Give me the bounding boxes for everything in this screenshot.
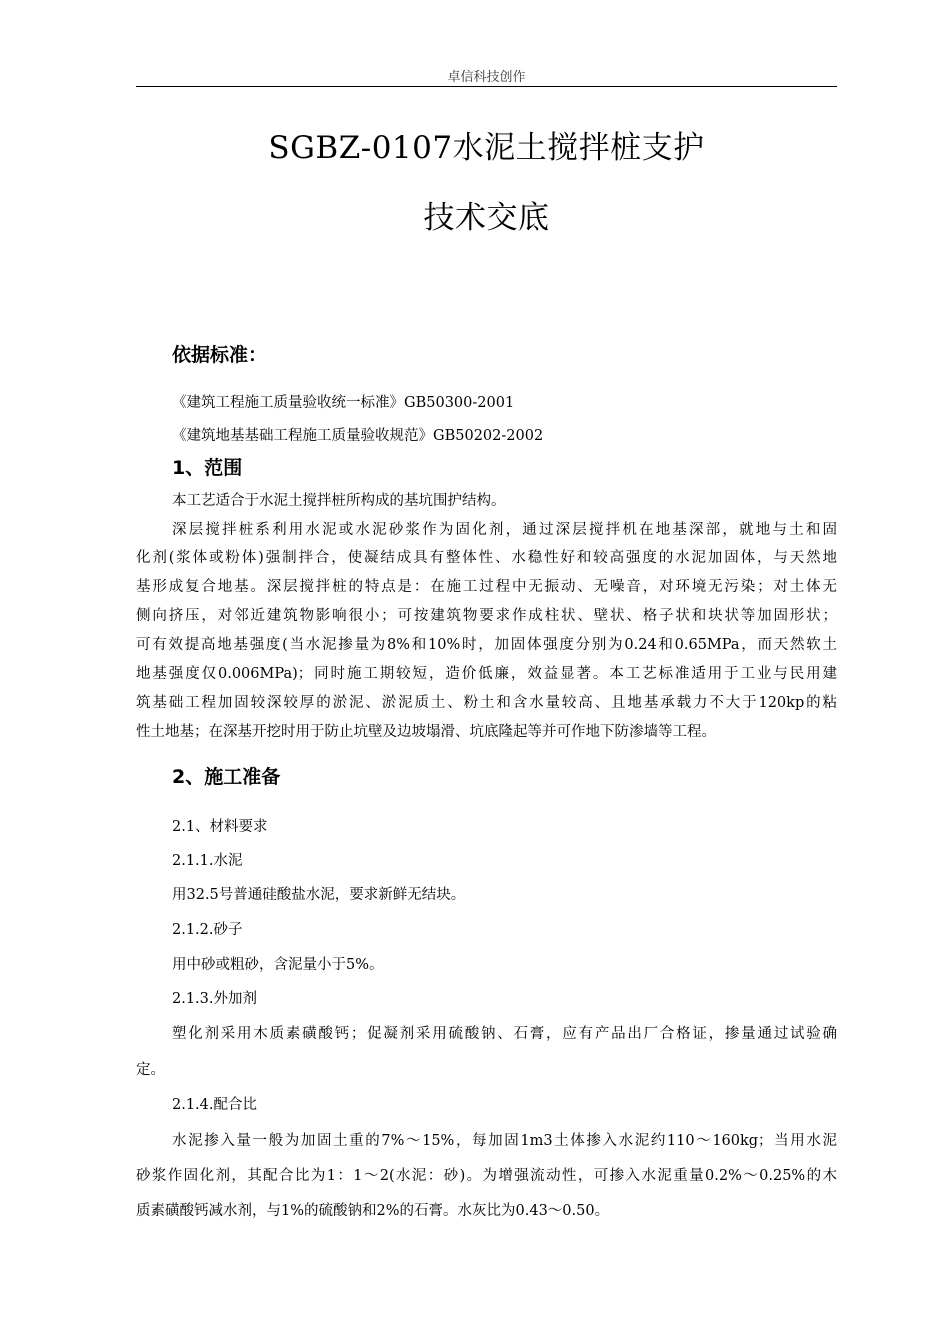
mix-text-line: 质素磺酸钙减水剂，与1%的硫酸钠和2%的石膏。水灰比为0.43～0.50。: [136, 1203, 610, 1219]
scope-text-line: 地基强度仅0.006MPa)；同时施工期较短，造价低廉，效益显著。本工艺标准适用于工业与民用建: [136, 666, 837, 682]
scope-text-line: 化剂(浆体或粉体)强制拌合，使凝结成具有整体性、水稳性好和较高强度的水泥加固体，与天然地: [136, 550, 837, 566]
document-subtitle: 技术交底: [423, 200, 550, 236]
scope-text-line: 侧向挤压，对邻近建筑物影响很小；可按建筑物要求作成柱状、壁状、格子状和块状等加固形状；: [136, 608, 837, 624]
basis-heading: 依据标准：: [172, 344, 268, 366]
scope-text-line: 性土地基；在深基开挖时用于防止坑壁及边坡塌滑、坑底隆起等并可作地下防渗墙等工程。: [136, 724, 716, 740]
scope-text-line: 筑基础工程加固较深较厚的淤泥、淤泥质土、粉土和含水量较高、且地基承载力不大于120kp的粘: [136, 695, 837, 711]
sand-heading: 2.1.2.砂子: [172, 922, 243, 938]
mix-heading: 2.1.4.配合比: [172, 1097, 258, 1113]
cement-heading: 2.1.1.水泥: [172, 853, 243, 869]
scope-text-line: 基形成复合地基。深层搅拌桩的特点是：在施工过程中无振动、无噪音，对环境无污染；对土体无: [136, 579, 837, 595]
admixture-text-line: 塑化剂采用木质素磺酸钙；促凝剂采用硫酸钠、石膏，应有产品出厂合格证，掺量通过试验确: [172, 1026, 837, 1042]
scope-text-line: 深层搅拌桩系利用水泥或水泥砂浆作为固化剂，通过深层搅拌机在地基深部，就地与土和固: [172, 522, 837, 538]
sand-text: 用中砂或粗砂，含泥量小于5%。: [172, 957, 384, 973]
document-title: SGBZ-0107水泥土搅拌桩支护: [268, 130, 705, 166]
prep-heading: 2、施工准备: [172, 766, 281, 788]
admixture-heading: 2.1.3.外加剂: [172, 991, 258, 1007]
standard-item: 《建筑工程施工质量验收统一标准》GB50300-2001: [172, 395, 515, 411]
header-divider: [136, 86, 837, 87]
material-heading: 2.1、材料要求: [172, 819, 268, 835]
scope-paragraph: 本工艺适合于水泥土搅拌桩所构成的基坑围护结构。: [172, 493, 506, 509]
page-header: 卓信科技创作: [447, 70, 526, 85]
cement-text: 用32.5号普通硅酸盐水泥，要求新鲜无结块。: [172, 887, 466, 903]
scope-heading: 1、范围: [172, 457, 243, 479]
scope-text-line: 可有效提高地基强度(当水泥掺量为8%和10%时，加固体强度分别为0.24和0.65MPa，而天然软土: [136, 637, 837, 653]
mix-text-line: 水泥掺入量一般为加固土重的7%～15%，每加固1m3土体掺入水泥约110～160kg；当用水泥: [172, 1133, 837, 1149]
admixture-text-line: 定。: [136, 1062, 165, 1078]
standard-item: 《建筑地基基础工程施工质量验收规范》GB50202-2002: [172, 428, 544, 444]
mix-text-line: 砂浆作固化剂，其配合比为1：1～2(水泥：砂)。为增强流动性，可掺入水泥重量0.2%～0.25%的木: [136, 1168, 837, 1184]
